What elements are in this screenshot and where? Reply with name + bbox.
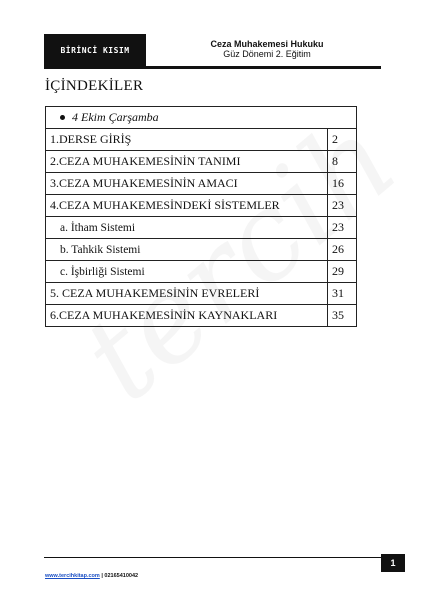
toc-row-title: 4.CEZA MUHAKEMESİNDEKİ SİSTEMLER	[46, 195, 328, 217]
section-label: BİRİNCİ KISIM	[44, 34, 146, 66]
toc-row-title: 6.CEZA MUHAKEMESİNİN KAYNAKLARI	[46, 305, 328, 327]
course-title: Ceza Muhakemesi Hukuku	[210, 39, 324, 49]
footer-contact	[45, 573, 138, 579]
toc-row-page: 23	[328, 195, 357, 217]
toc-row-title: a. İtham Sistemi	[46, 217, 328, 239]
toc-row-title: 3.CEZA MUHAKEMESİNİN AMACI	[46, 173, 328, 195]
toc-date-row	[46, 107, 357, 129]
toc-row-title: b. Tahkik Sistemi	[46, 239, 328, 261]
course-info	[206, 39, 328, 59]
toc-row-page: 26	[328, 239, 357, 261]
toc-row-title: 5. CEZA MUHAKEMESİNİN EVRELERİ	[46, 283, 328, 305]
page-number: 1	[381, 554, 405, 572]
toc-row[interactable]	[46, 195, 357, 217]
toc-date-label: 4 Ekim Çarşamba	[72, 110, 159, 124]
toc-row[interactable]	[46, 305, 357, 327]
toc-row-title: c. İşbirliği Sistemi	[46, 261, 328, 283]
course-term: Güz Dönemi 2. Eğitim	[223, 49, 311, 59]
toc-row-title: 2.CEZA MUHAKEMESİNİN TANIMI	[46, 151, 328, 173]
toc-row[interactable]	[46, 173, 357, 195]
toc-row-title: 1.DERSE GİRİŞ	[46, 129, 328, 151]
toc-row-page: 16	[328, 173, 357, 195]
footer-separator: |	[101, 573, 103, 579]
toc-subrow[interactable]	[46, 217, 357, 239]
toc-row-page: 35	[328, 305, 357, 327]
toc-subrow[interactable]	[46, 261, 357, 283]
toc-row-page: 2	[328, 129, 357, 151]
toc-row[interactable]	[46, 151, 357, 173]
toc-table	[45, 106, 357, 327]
toc-heading: İÇİNDEKİLER	[45, 78, 144, 94]
bullet-icon	[60, 115, 65, 120]
toc-date-cell	[46, 107, 357, 129]
toc-row[interactable]	[46, 129, 357, 151]
toc-row-page: 23	[328, 217, 357, 239]
toc-row[interactable]	[46, 283, 357, 305]
toc-row-page: 29	[328, 261, 357, 283]
toc-row-page: 31	[328, 283, 357, 305]
toc-row-page: 8	[328, 151, 357, 173]
toc-subrow[interactable]	[46, 239, 357, 261]
header-rule	[44, 66, 381, 69]
footer-rule	[44, 557, 381, 558]
website-link[interactable]: www.tercihkitap.com	[45, 573, 100, 579]
phone-number: 02165410042	[104, 573, 139, 579]
